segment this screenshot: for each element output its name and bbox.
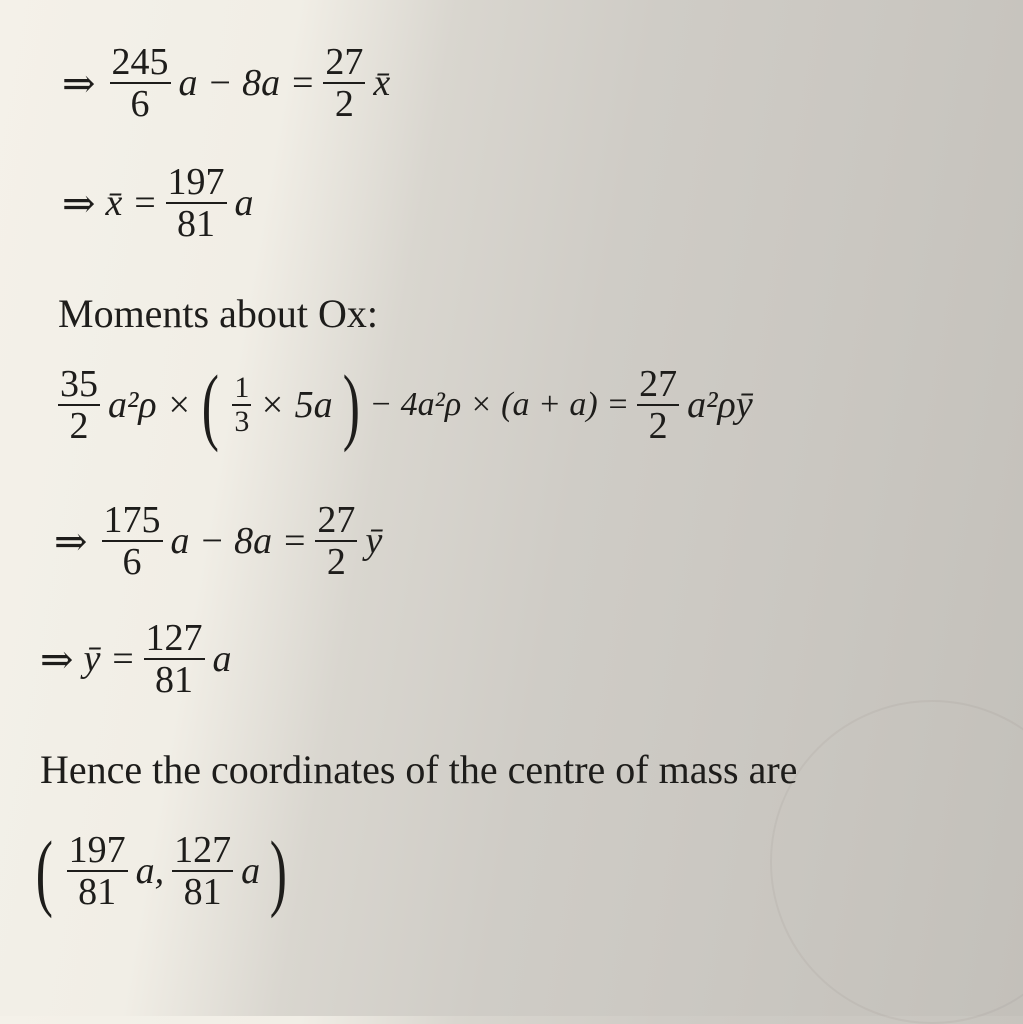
right-paren: ) (269, 823, 288, 919)
fraction: $\frac{197}{81}$ (68, 829, 126, 913)
equation-line-5 (40, 618, 232, 700)
fraction: $\frac{245}{6}$ (111, 41, 169, 125)
heading-moments: Moments about Ox: (58, 291, 378, 336)
expression-text: x̄ = (105, 182, 158, 224)
fraction: $\frac{27}{2}$ (325, 41, 364, 125)
expression-text: a (212, 638, 232, 680)
expression-text: a²ρȳ (687, 384, 753, 426)
implies-arrow: ⇒ (62, 60, 96, 106)
expression-text: × 5a (259, 384, 333, 426)
implies-arrow: ⇒ (54, 518, 88, 564)
expression-text: a (241, 850, 261, 892)
result-coordinates (30, 823, 293, 919)
fraction: $\frac{197}{81}$ (167, 161, 225, 245)
fraction: $\frac{27}{2}$ (317, 499, 356, 583)
equation-line-1 (62, 42, 390, 124)
equation-line-4 (54, 500, 382, 582)
expression-text: − 4a²ρ × (a + a) = (369, 386, 630, 423)
expression-text: a − 8a = (170, 520, 308, 562)
fraction: $\frac{127}{81}$ (145, 617, 203, 701)
expression-text: a²ρ × (108, 384, 192, 426)
left-paren: ( (201, 357, 219, 453)
fraction: $\frac{175}{6}$ (103, 499, 161, 583)
implies-arrow: ⇒ (40, 636, 74, 682)
expression-text: a, (135, 850, 165, 892)
fraction: $\frac{127}{81}$ (174, 829, 232, 913)
background-circle-ghost (770, 700, 1023, 1024)
equation-line-2 (62, 162, 254, 244)
heading-conclusion: Hence the coordinates of the centre of mass are (40, 747, 798, 792)
expression-text: a (234, 182, 254, 224)
expression-text: ȳ = (83, 638, 136, 680)
fraction: $\frac{1}{3}$ (234, 371, 250, 438)
right-paren: ) (342, 357, 360, 453)
implies-arrow: ⇒ (62, 180, 96, 226)
left-paren: ( (35, 823, 53, 919)
expression-text: a − 8a = (178, 62, 316, 104)
expression-text: ȳ (365, 520, 383, 562)
expression-text: x̄ (373, 62, 391, 104)
equation-line-3 (54, 357, 753, 453)
fraction: $\frac{35}{2}$ (60, 363, 98, 447)
fraction: $\frac{27}{2}$ (639, 363, 678, 447)
